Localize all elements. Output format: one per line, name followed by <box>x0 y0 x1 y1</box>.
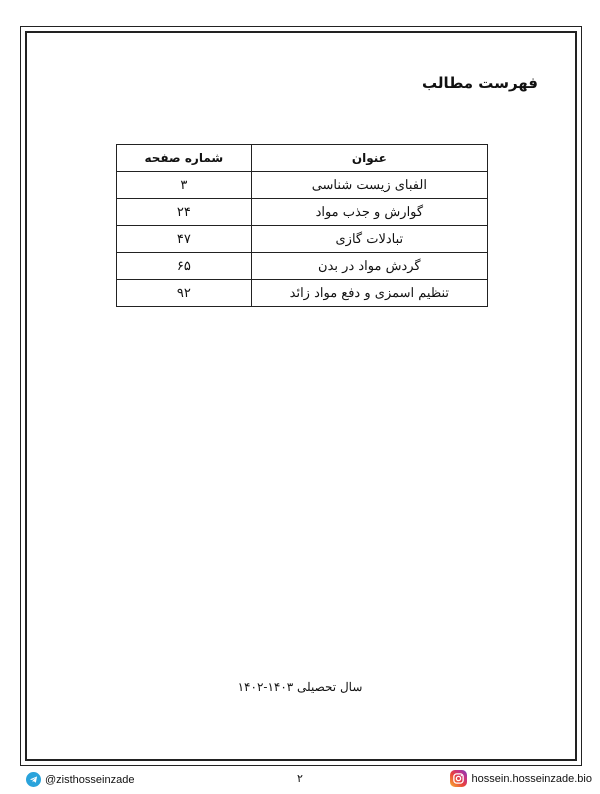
instagram-icon <box>450 770 467 787</box>
row-page: ۴۷ <box>117 226 252 253</box>
row-page: ۹۲ <box>117 280 252 307</box>
row-page: ۲۴ <box>117 199 252 226</box>
instagram-link[interactable] <box>450 770 592 787</box>
instagram-handle: hossein.hosseinzade.bio <box>471 772 592 785</box>
header-title: عنوان <box>251 145 487 172</box>
telegram-handle: @zisthosseinzade <box>45 773 135 786</box>
table-row <box>117 199 488 226</box>
table-header-row <box>117 145 488 172</box>
page-title: فهرست مطالب <box>422 74 538 92</box>
page-number: ۲ <box>297 772 303 785</box>
row-title: تبادلات گازی <box>251 226 487 253</box>
row-title: گوارش و جذب مواد <box>251 199 487 226</box>
table-row <box>117 253 488 280</box>
row-title: گردش مواد در بدن <box>251 253 487 280</box>
page-footer <box>0 768 600 792</box>
table-of-contents <box>116 144 488 307</box>
row-page: ۳ <box>117 172 252 199</box>
table-row <box>117 280 488 307</box>
row-page: ۶۵ <box>117 253 252 280</box>
telegram-link[interactable] <box>26 772 134 787</box>
row-title: الفبای زیست شناسی <box>251 172 487 199</box>
row-title: تنظیم اسمزی و دفع مواد زائد <box>251 280 487 307</box>
telegram-icon <box>26 772 41 787</box>
header-page-number: شماره صفحه <box>117 145 252 172</box>
academic-year: سال تحصیلی ۱۴۰۳-۱۴۰۲ <box>237 680 363 694</box>
table-row <box>117 172 488 199</box>
table-row <box>117 226 488 253</box>
page-border-inner <box>25 31 577 761</box>
